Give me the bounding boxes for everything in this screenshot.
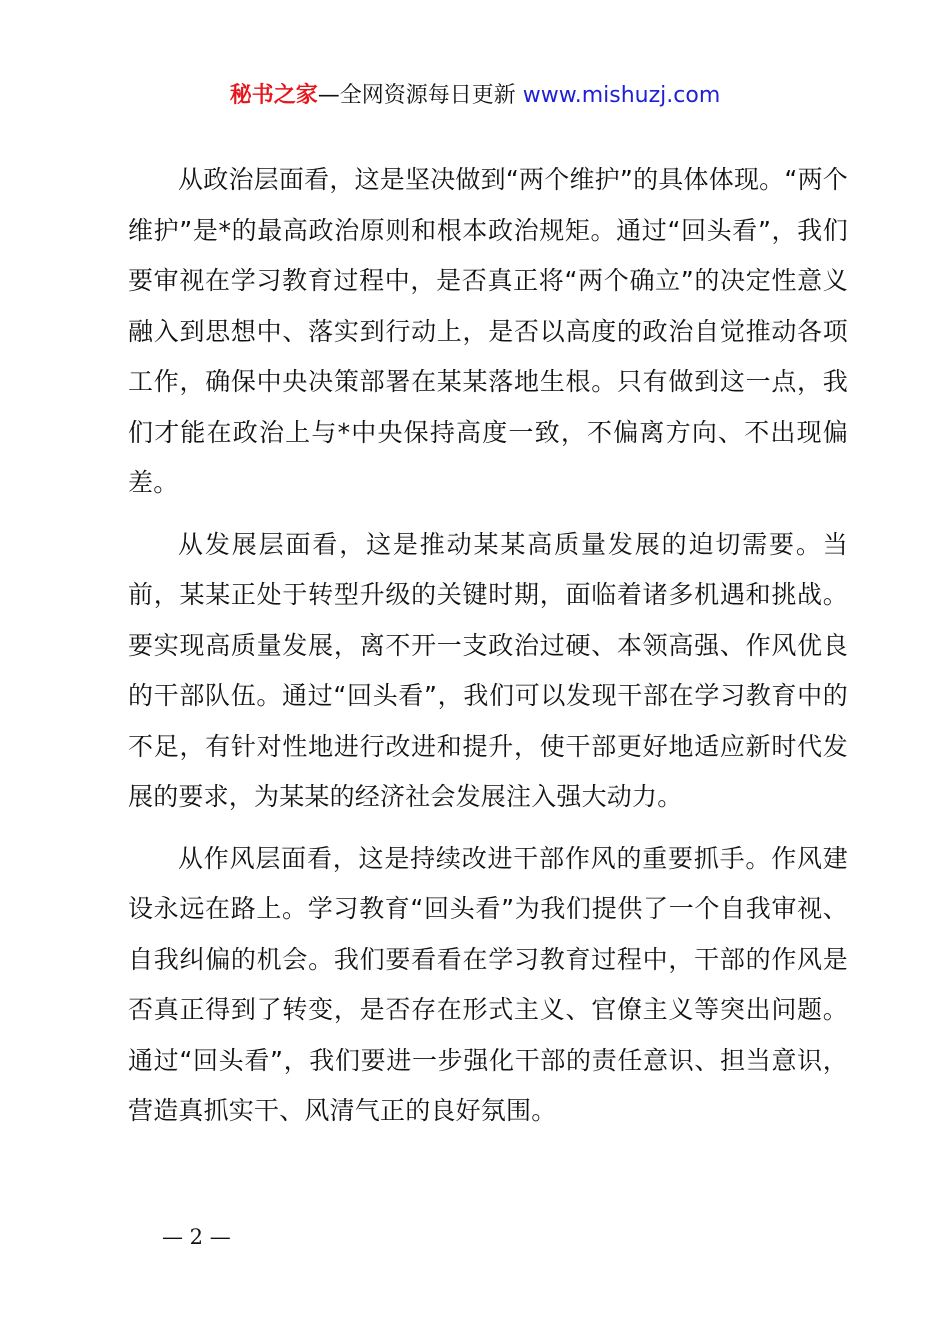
page-header [0, 80, 950, 112]
brand-name: 秘书之家 [229, 83, 318, 108]
document-body [128, 155, 848, 1148]
paragraph-development: 从发展层面看，这是推动某某高质量发展的迫切需要。当前，某某正处于转型升级的关键时期，面临着诸多机遇和挑战。要实现高质量发展，离不开一支政治过硬、本领高强、作风优良的干部队伍。通过“回头看”，我们可以发现干部在学习教育中的不足，有针对性地进行改进和提升，使干部更好地适应新时代发展的要求，为某某的经济社会发展注入强大动力。 [128, 529, 848, 811]
header-tagline: —全网资源每日更新 [317, 83, 516, 108]
paragraph-work-style: 从作风层面看，这是持续改进干部作风的重要抓手。作风建设永远在路上。学习教育“回头看”为我们提供了一个自我审视、自我纠偏的机会。我们要看看在学习教育过程中，干部的作风是否真正得到了转变，是否存在形式主义、官僚主义等突出问题。通过“回头看”，我们要进一步强化干部的责任意识、担当意识，营造真抓实干、风清气正的良好氛围。 [128, 843, 848, 1125]
site-url-link[interactable]: www.mishuzj.com [522, 83, 721, 108]
paragraph-political: 从政治层面看，这是坚决做到“两个维护”的具体体现。“两个维护”是*的最高政治原则和根本政治规矩。通过“回头看”，我们要审视在学习教育过程中，是否真正将“两个确立”的决定性意义融入到思想中、落实到行动上，是否以高度的政治自觉推动各项工作，确保中央决策部署在某某落地生根。只有做到这一点，我们才能在政治上与*中央保持高度一致，不偏离方向、不出现偏差。 [128, 165, 848, 497]
page-number: — 2 — [162, 1225, 231, 1249]
